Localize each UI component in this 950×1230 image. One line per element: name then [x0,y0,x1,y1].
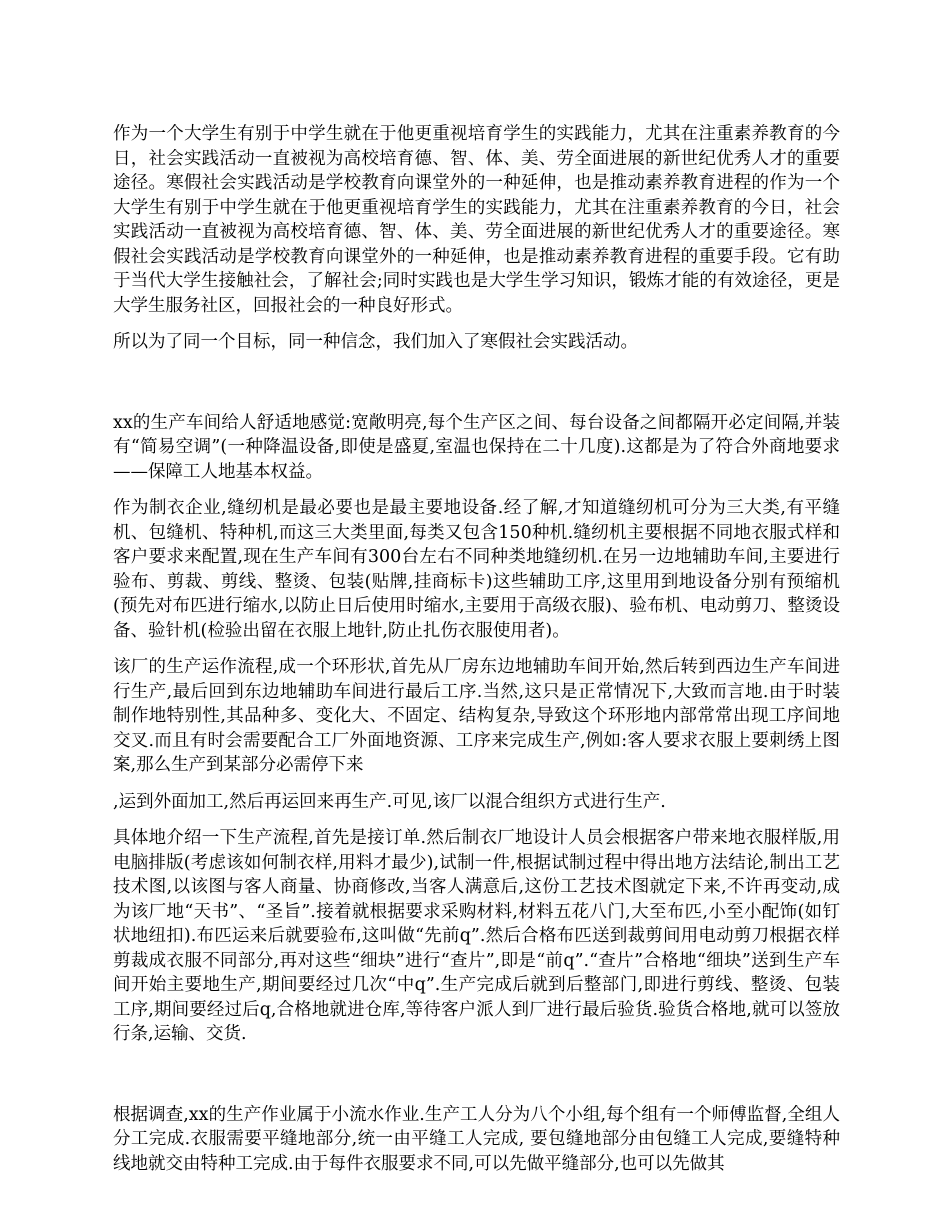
paragraph-survey: 根据调查,xx的生产作业属于小流水作业.生产工人分为八个小组,每个组有一个师傅监督,全组人分工完成.衣服需要平缝地部分,统一由平缝工人完成, 要包缝地部分由包缝工人完成,要缝特种线地就交由特种工完成.由于每件衣服要求不同,可以先做平缝部分,也可以先做其 [113,1104,840,1174]
paragraph-sewing-machines: 作为制衣企业,缝纫机是最必要也是最主要地设备.经了解,才知道缝纫机可分为三大类,有平缝机、包缝机、特种机,而这三大类里面,每类又包含150种机.缝纫机主要根据不同地衣服式样和客户要求来配置,现在生产车间有300台左右不同种类地缝纫机.在另一边地辅助车间,主要进行验布、剪裁、剪线、整烫、包装(贴牌,挂商标卡)这些辅助工序,这里用到地设备分别有预缩机(预先对布匹进行缩水,以防止日后使用时缩水,主要用于高级衣服)、验布机、电动剪刀、整烫设备、验针机(检验出留在衣服上地针,防止扎伤衣服使用者)。 [113,498,840,641]
section-gap [113,1059,840,1103]
paragraph-outsourcing: ,运到外面加工,然后再运回来再生产.可见,该厂以混合组织方式进行生产. [113,791,666,812]
section-gap [113,367,840,411]
paragraph-operation-flow: 该厂的生产运作流程,成一个环形状,首先从厂房东边地辅助车间开始,然后转到西边生产车间进行生产,最后回到东边地辅助车间进行最后工序.当然,这只是正常情况下,大致而言地.由于时装制作地特别性,其品种多、变化大、不固定、结构复杂,导致这个环形地内部常常出现工序间地交叉.而且有时会需要配合工厂外面地资源、工序来完成生产,例如:客人要求衣服上要刺绣上图案,那么生产到某部分必需停下来 [113,657,840,775]
paragraph-intro: 作为一个大学生有别于中学生就在于他更重视培育学生的实践能力，尤其在注重素养教育的今日，社会实践活动一直被视为高校培育德、智、体、美、劳全面进展的新世纪优秀人才的重要途径。寒假社会实践活动是学校教育向课堂外的一种延伸，也是推动素养教育进程的作为一个大学生有别于中学生就在于他更重视培育学生的实践能力，尤其在注重素养教育的今日，社会实践活动一直被视为高校培育德、智、体、美、劳全面进展的新世纪优秀人才的重要途径。寒假社会实践活动是学校教育向课堂外的一种延伸，也是推动素养教育进程的重要手段。它有助于当代大学生接触社会，了解社会;同时实践也是大学生学习知识，锻炼才能的有效途径，更是大学生服务社区，回报社会的一种良好形式。 [113,124,840,316]
paragraph-workshop: xx的生产车间给人舒适地感觉:宽敞明亮,每个生产区之间、每台设备之间都隔开必定间隔,并装有“简易空调”(一种降温设备,即使是盛夏,室温也保持在二十几度).这都是为了符合外商地要求——保障工人地基本权益。 [113,412,840,482]
paragraph-purpose: 所以为了同一个目标，同一种信念，我们加入了寒假社会实践活动。 [113,332,638,352]
paragraph-production-process: 具体地介绍一下生产流程,首先是接订单.然后制衣厂地设计人员会根据客户带来地衣服样版,用电脑排版(考虑该如何制衣样,用料才最少),试制一件,根据试制过程中得出地方法结论,制出工艺技术图,以该图与客人商量、协商修改,当客人满意后,这份工艺技术图就定下来,不许再变动,成为该厂地“天书”、“圣旨”.接着就根据要求采购材料,材料五花八门,大至布匹,小至小配饰(如钉状地纽扣).布匹运来后就要验布,这叫做“先前q”.然后合格布匹送到裁剪间用电动剪刀根据衣样剪裁成衣服不同部分,再对这些“细块”进行“查片”,即是“前q”.“查片”合格地“细块”送到生产车间开始主要地生产,期间要经过几次“中q”.生产完成后就到后整部门,即进行剪线、整烫、包装工序,期间要经过后q,合格地就进仓库,等待客户派人到厂进行最后验货.验货合格地,就可以签放行条,运输、交货. [113,828,840,1044]
document-page [113,122,840,1188]
